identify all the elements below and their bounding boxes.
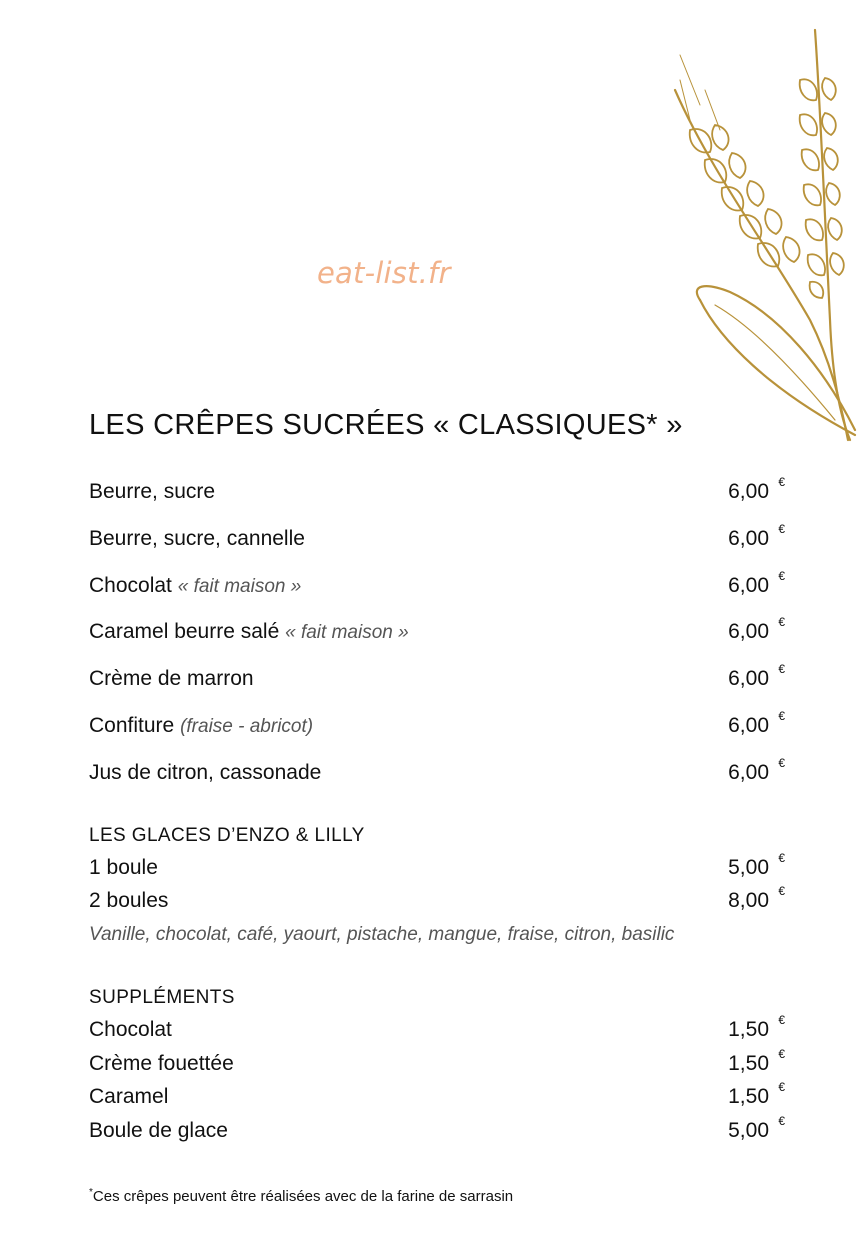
menu-item-price: 6,00 xyxy=(728,667,769,691)
menu-item-note: « fait maison » xyxy=(177,575,302,597)
menu-item-name: 2 boules xyxy=(89,889,169,912)
wheat-ears-icon xyxy=(660,20,858,445)
menu-item-price: 6,00 xyxy=(728,526,769,550)
menu-item-note: « fait maison » xyxy=(285,622,409,644)
menu-item xyxy=(89,1080,785,1115)
menu-item-name: Caramel beurre salé xyxy=(89,620,280,644)
currency-symbol: € xyxy=(778,521,785,536)
menu-item-name-group xyxy=(89,620,409,644)
watermark: eat-list.fr xyxy=(317,256,451,290)
menu-item xyxy=(89,662,785,697)
menu-item-price: 6,00 xyxy=(728,620,769,644)
menu-item-price: 6,00 xyxy=(728,760,769,784)
menu-item-name-group xyxy=(89,714,313,738)
currency-symbol: € xyxy=(778,755,785,770)
menu-item xyxy=(89,568,785,604)
supplements-heading: SUPPLÉMENTS xyxy=(89,987,235,1008)
menu-item-name-group xyxy=(89,1085,168,1109)
currency-symbol: € xyxy=(778,568,785,583)
menu-item-price: 8,00 xyxy=(728,889,769,912)
currency-symbol: € xyxy=(778,1013,785,1027)
menu-item-name: Beurre, sucre xyxy=(89,480,216,503)
menu-item xyxy=(89,755,785,791)
glaces-heading: LES GLACES D’ENZO & LILLY xyxy=(89,825,365,846)
menu-item-name-group xyxy=(89,480,215,504)
menu-item-name: Chocolat xyxy=(89,573,172,597)
menu-item-name-group xyxy=(89,1018,172,1042)
menu-item-price: 6,00 xyxy=(728,714,769,737)
menu-item-name: Crème de marron xyxy=(89,667,254,691)
footnote-mark: * xyxy=(89,1187,93,1198)
currency-symbol: € xyxy=(778,884,785,898)
menu-item-name: Confiture xyxy=(89,714,175,737)
menu-item xyxy=(89,1113,785,1149)
menu-item-name: Jus de citron, cassonade xyxy=(89,760,322,784)
menu-item-name-group xyxy=(89,527,305,551)
menu-item xyxy=(89,1013,785,1048)
menu-item xyxy=(89,709,785,744)
menu-item-price: 6,00 xyxy=(728,573,769,597)
menu-item-price: 1,50 xyxy=(728,1085,769,1108)
currency-symbol: € xyxy=(778,662,785,677)
currency-symbol: € xyxy=(778,615,785,630)
currency-symbol: € xyxy=(778,1080,785,1094)
menu-item-price: 1,50 xyxy=(728,1051,769,1075)
menu-item xyxy=(89,884,785,919)
menu-item-name-group xyxy=(89,1119,228,1143)
menu-item-name: 1 boule xyxy=(89,856,158,879)
menu-item xyxy=(89,851,785,886)
currency-symbol: € xyxy=(778,709,785,723)
menu-item-price: 5,00 xyxy=(728,1118,769,1142)
menu-item-name-group xyxy=(89,889,168,913)
menu-item-price: 1,50 xyxy=(728,1018,769,1041)
menu-item xyxy=(89,475,785,510)
footnote-text: Ces crêpes peuvent être réalisées avec de la farine de sarrasin xyxy=(92,1188,514,1205)
menu-item-name-group xyxy=(89,667,254,691)
menu-item-name: Caramel xyxy=(89,1085,169,1108)
menu-item xyxy=(89,1046,785,1082)
menu-item-price: 5,00 xyxy=(728,856,769,879)
currency-symbol: € xyxy=(778,475,785,489)
menu-item-name-group xyxy=(89,574,301,598)
menu-item-name-group xyxy=(89,856,158,880)
menu-item-name: Beurre, sucre, cannelle xyxy=(89,526,305,550)
currency-symbol: € xyxy=(778,1046,785,1061)
page-title: LES CRÊPES SUCRÉES « CLASSIQUES* » xyxy=(89,409,683,441)
menu-item-note: (fraise - abricot) xyxy=(180,716,314,737)
currency-symbol: € xyxy=(778,851,785,865)
footnote xyxy=(89,1187,513,1205)
menu-item-name-group xyxy=(89,761,321,785)
menu-item-price: 6,00 xyxy=(728,480,769,503)
menu-item-name: Crème fouettée xyxy=(89,1051,234,1075)
menu-item-name: Boule de glace xyxy=(89,1118,228,1142)
menu-item xyxy=(89,615,785,650)
glaces-flavors: Vanille, chocolat, café, yaourt, pistache, mangue, fraise, citron, basilic xyxy=(89,924,675,945)
menu-item-name-group xyxy=(89,1052,234,1076)
menu-item-name: Chocolat xyxy=(89,1018,172,1041)
menu-item xyxy=(89,521,785,557)
currency-symbol: € xyxy=(778,1113,785,1128)
